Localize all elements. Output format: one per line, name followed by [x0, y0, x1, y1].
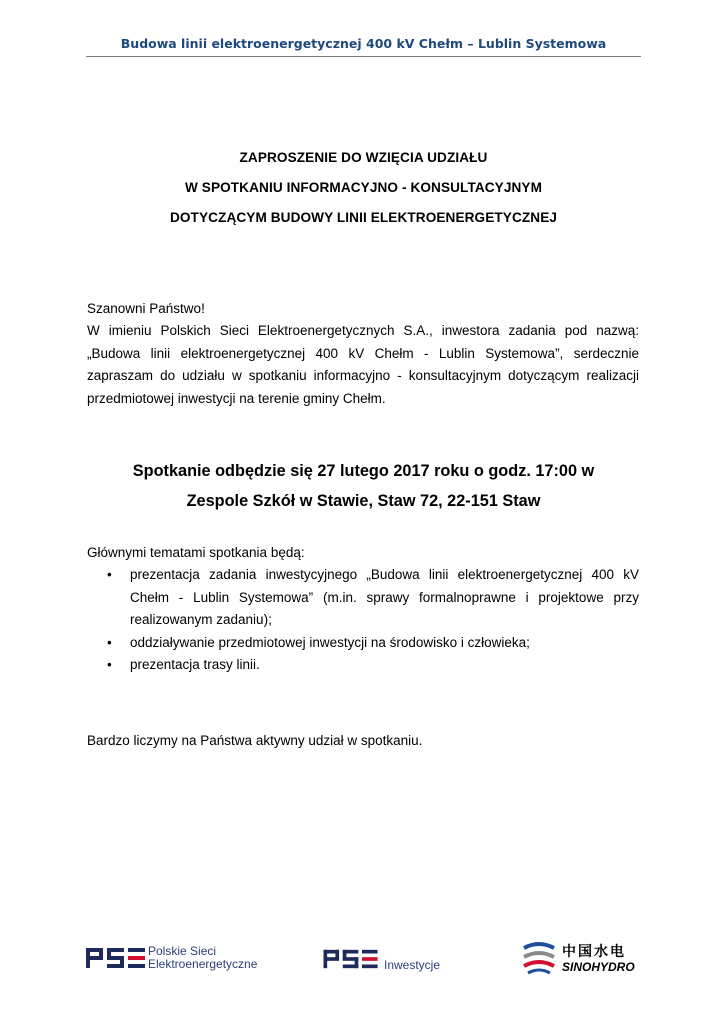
- sinohydro-chinese-name: 中国水电: [562, 944, 626, 960]
- bullet-icon: •: [107, 634, 112, 650]
- list-item-text: prezentacja trasy linii.: [130, 657, 260, 672]
- topics-intro: Głównymi tematami spotkania będą:: [87, 545, 305, 560]
- header-rule: [86, 56, 641, 57]
- pse-inwestycje-label: Inwestycje: [384, 958, 441, 972]
- intro-paragraph: W imieniu Polskich Sieci Elektroenergetycznych S.A., inwestora zadania pod nazwą: „Budowa linii elektroenergetycznej 400 kV Chełm - Lublin Systemowa”, serdecznie zapraszam do udziału w spotkaniu informacyjno - konsultacyjnym dotyczącym realizacji przedmiotowej inwestycji na terenie gminy Chełm.: [87, 323, 639, 406]
- pse-logo-text-line-2: Elektroenergetyczne: [148, 956, 258, 971]
- pse-logo-text: [148, 945, 257, 970]
- pse-mark-icon: [322, 948, 380, 970]
- sinohydro-logo: [520, 938, 640, 978]
- sinohydro-name: SINOHYDRO: [562, 960, 635, 974]
- meeting-line-1: Spotkanie odbędzie się 27 lutego 2017 roku o godz. 17:00 w: [132, 462, 595, 480]
- document-title-line-3: DOTYCZĄCYM BUDOWY LINII ELEKTROENERGETYCZNEJ: [169, 210, 558, 225]
- footer-logos: [0, 938, 725, 988]
- page-header-title: Budowa linii elektroenergetycznej 400 kV Chełm – Lublin Systemowa: [120, 36, 607, 51]
- bullet-icon: •: [107, 567, 112, 582]
- list-item: [87, 654, 639, 677]
- pse-logo: [86, 942, 266, 978]
- meeting-line-2: Zespole Szkół w Stawie, Staw 72, 22-151 Staw: [186, 492, 541, 510]
- pse-mark-icon: [86, 946, 146, 970]
- sinohydro-emblem-icon: [520, 938, 558, 976]
- closing-sentence: Bardzo liczymy na Państwa aktywny udział w spotkaniu.: [87, 733, 423, 748]
- document-title-line-2: W SPOTKANIU INFORMACYJNO - KONSULTACYJNYM: [184, 180, 543, 195]
- document-title-line-1: ZAPROSZENIE DO WZIĘCIA UDZIAŁU: [239, 150, 488, 165]
- list-item-text: prezentacja zadania inwestycyjnego „Budowa linii elektroenergetycznej 400 kV Chełm - Lublin Systemowa” (m.in. sprawy formalnoprawne i projektowe przy realizowanym zadaniu);: [130, 567, 639, 627]
- bullet-icon: •: [107, 657, 112, 672]
- pse-inwestycje-logo: [322, 944, 452, 976]
- list-item: [87, 564, 639, 632]
- pse-logo-text-line-1: Polskie Sieci: [148, 944, 217, 958]
- topics-list: [87, 564, 639, 677]
- list-item-text: oddziaływanie przedmiotowej inwestycji na środowisko i człowieka;: [130, 634, 530, 650]
- greeting: Szanowni Państwo!: [87, 301, 205, 316]
- list-item: [87, 632, 639, 655]
